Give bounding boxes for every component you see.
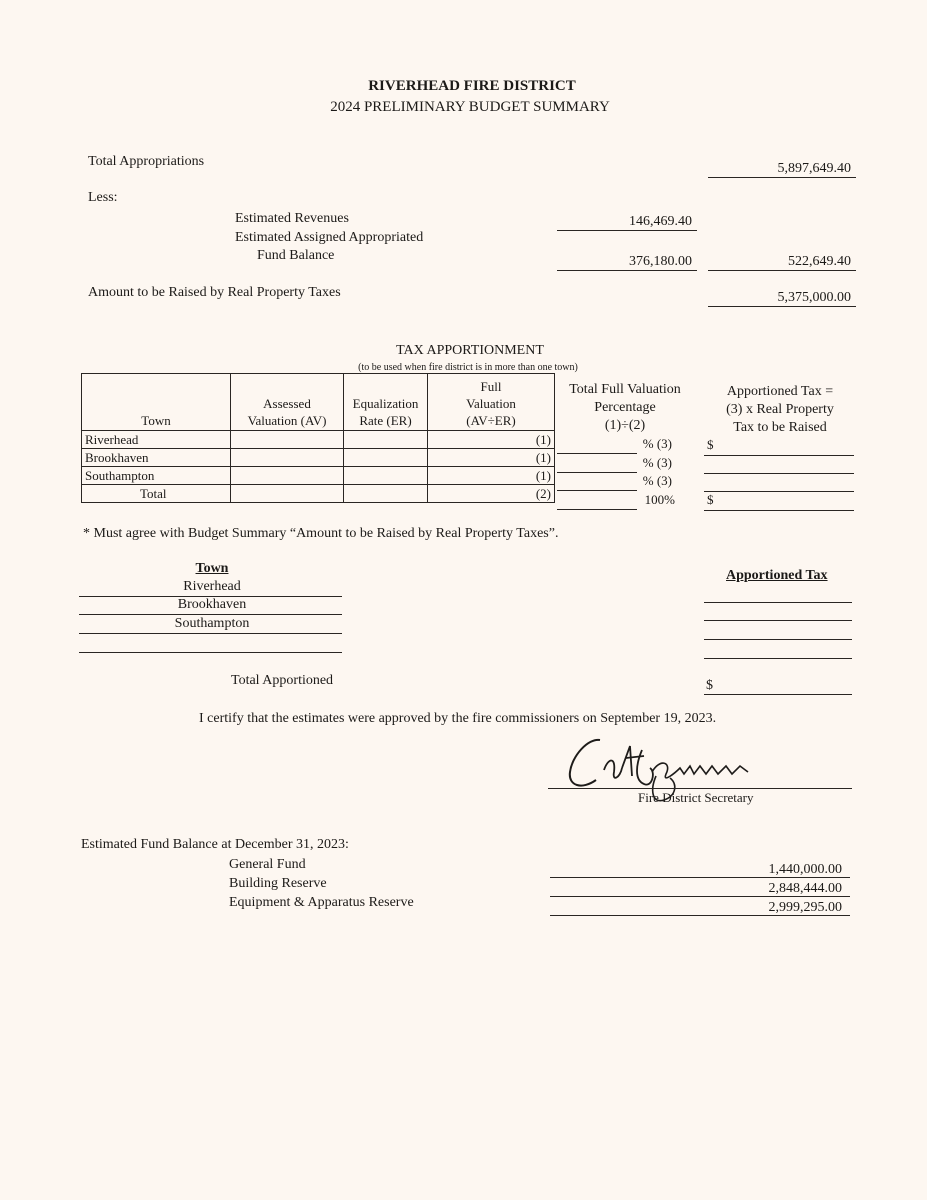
town-rule-2 [79,614,342,615]
assigned-fund-value: 376,180.00 [629,254,692,269]
assigned-fund-label-1: Estimated Assigned Appropriated [235,230,424,245]
town-list-item: Southampton [174,616,250,631]
tax-rule-total [704,510,854,511]
apportionment-title: TAX APPORTIONMENT [396,343,544,358]
town-rule-3 [79,633,342,634]
equipment-reserve-rule [550,915,850,916]
town-rule-4 [79,652,342,653]
pct-row-total: 100% [644,492,675,507]
general-fund-label: General Fund [229,857,306,872]
apportionment-table [81,373,555,503]
total-apportioned-currency: $ [706,678,713,693]
signature-title: Fire District Secretary [638,790,754,805]
amount-raised-rule [708,306,856,307]
pct-header: Total Full Valuation Percentage (1)÷(2) [569,382,681,433]
tax-row-total: $ [707,492,714,507]
apportioned-rule-2 [704,620,852,621]
town-list-item: Brookhaven [177,597,247,612]
estimated-revenues-label: Estimated Revenues [235,211,349,226]
pct-rule-1 [557,453,637,454]
table-row: Brookhaven (1) [82,449,555,467]
col-assessed: Assessed Valuation (AV) [231,374,344,431]
tax-rule-2 [704,473,854,474]
pct-row-2: % (3) [642,455,672,470]
table-row: Southampton (1) [82,467,555,485]
signature-rule [548,788,852,789]
assigned-fund-rule [557,270,697,271]
fund-balance-label: Estimated Fund Balance at December 31, 2023: [81,837,349,852]
tax-row-1: $ [707,437,714,452]
col-equalization: Equalization Rate (ER) [344,374,428,431]
table-row: Total (2) [82,485,555,503]
document-subtitle: 2024 PRELIMINARY BUDGET SUMMARY [330,99,610,115]
equipment-reserve-value: 2,999,295.00 [768,900,842,915]
less-total-rule [708,270,856,271]
apportioned-tax-header: Apportioned Tax [726,568,828,583]
col-town: Town [82,374,231,431]
pct-row-1: % (3) [642,436,672,451]
tax-rule-1 [704,455,854,456]
estimated-revenues-value: 146,469.40 [629,214,692,229]
pct-rule-3 [557,490,637,491]
certification-text: I certify that the estimates were approved by the fire commissioners on September 19, 2023. [199,711,717,726]
building-reserve-rule [550,896,850,897]
document-title: RIVERHEAD FIRE DISTRICT [368,78,576,94]
town-list-item: Riverhead [183,579,241,594]
general-fund-rule [550,877,850,878]
total-appropriations-label: Total Appropriations [88,154,205,169]
tax-header: Apportioned Tax = (3) x Real Property Tax to be Raised [726,384,834,435]
amount-raised-value: 5,375,000.00 [777,290,851,305]
total-apportioned-label: Total Apportioned [231,673,334,688]
total-appropriations-value: 5,897,649.40 [777,161,851,176]
less-total-value: 522,649.40 [788,254,851,269]
town-list-header: Town [195,561,229,576]
apportioned-rule-4 [704,658,852,659]
total-appropriations-rule [708,177,856,178]
apportionment-footnote: * Must agree with Budget Summary “Amount to be Raised by Real Property Taxes”. [83,526,559,541]
building-reserve-label: Building Reserve [229,876,327,891]
pct-row-3: % (3) [642,473,672,488]
amount-raised-label: Amount to be Raised by Real Property Taxes [88,285,341,300]
tax-rule-3 [704,491,854,492]
less-label: Less: [88,190,118,205]
assigned-fund-label-2: Fund Balance [257,248,335,263]
apportionment-note: (to be used when fire district is in more than one town) [358,362,578,373]
apportioned-rule-1 [704,602,852,603]
table-row: Riverhead (1) [82,431,555,449]
total-apportioned-rule [704,694,852,695]
estimated-revenues-rule [557,230,697,231]
pct-rule-total [557,509,637,510]
apportioned-rule-3 [704,639,852,640]
col-full-valuation: Full Valuation (AV÷ER) [428,374,555,431]
general-fund-value: 1,440,000.00 [768,862,842,877]
equipment-reserve-label: Equipment & Apparatus Reserve [229,895,414,910]
building-reserve-value: 2,848,444.00 [768,881,842,896]
